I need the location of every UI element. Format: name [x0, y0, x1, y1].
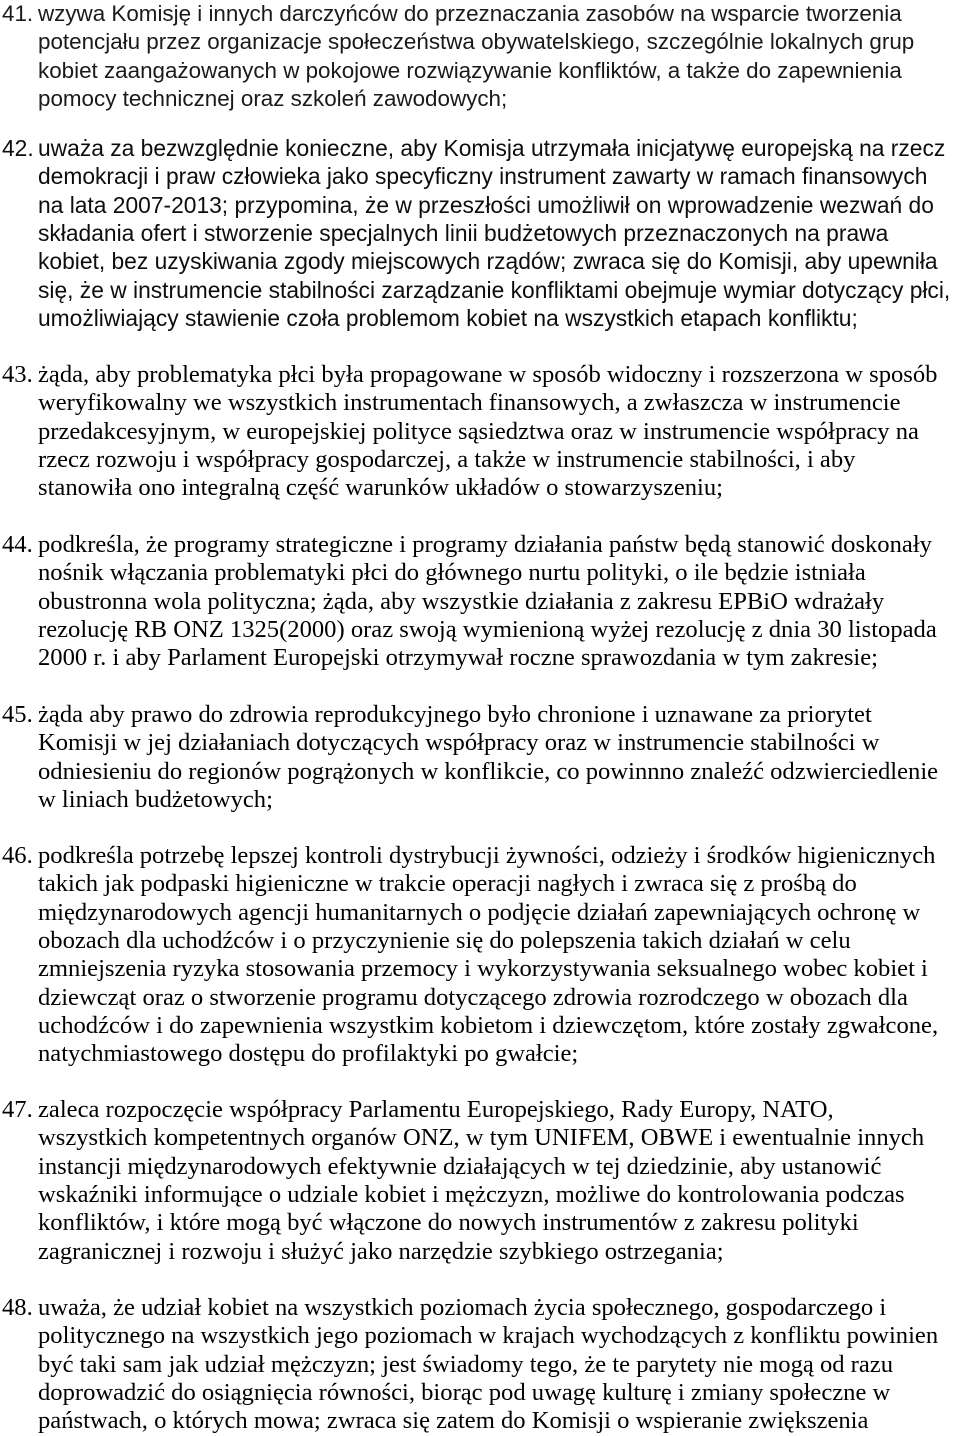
paragraph-text: podkreśla potrzebę lepszej kontroli dystrybucji żywności, odzieży i środków higienicznych	[38, 842, 936, 869]
paragraph-line: demokracji i praw człowieka jako specyficzny instrument zawarty w ramach finansowych	[38, 163, 928, 190]
paragraph-line: instancji międzynarodowych efektywnie działających w tej dziedzinie, aby ustanowić	[38, 1152, 882, 1180]
paragraph-number: 42.	[2, 135, 34, 161]
paragraph-number: 48.	[2, 1294, 33, 1321]
paragraph-line: stanowiła ono integralną część warunków układów o stowarzyszeniu;	[38, 474, 723, 502]
paragraph-text: zaleca rozpoczęcie współpracy Parlamentu Europejskiego, Rady Europy, NATO,	[38, 1096, 834, 1123]
paragraph-line: zmniejszenia ryzyka stosowania przemocy i wykorzystywania seksualnego wobec kobiet i	[38, 955, 928, 983]
paragraph-text: podkreśla, że programy strategiczne i programy działania państw będą stanowić doskonały	[38, 531, 932, 558]
paragraph-42	[2, 134, 958, 332]
paragraph-line: kobiet, bez uzyskiwania zgody miejscowych rządów; zwraca się do Komisji, aby upewniła	[38, 248, 938, 275]
paragraph-line: przedakcesyjnym, w europejskiej polityce sąsiedztwa oraz w instrumencie współpracy na	[38, 417, 919, 445]
paragraph-41	[2, 0, 958, 113]
paragraph-line: składania ofert i stworzenie specjalnych linii budżetowych przeznaczonych na prawa	[38, 220, 889, 247]
paragraph-number: 47.	[2, 1096, 33, 1123]
paragraph-number: 45.	[2, 701, 33, 728]
paragraph-line	[2, 531, 958, 559]
paragraph-line	[2, 134, 958, 162]
paragraph-line: weryfikowalny we wszystkich instrumentach finansowych, a zwłaszcza w instrumencie	[38, 389, 901, 417]
paragraph-48	[2, 1294, 958, 1436]
paragraph-text: uważa, że udział kobiet na wszystkich poziomach życia społecznego, gospodarczego i	[38, 1294, 887, 1321]
paragraph-line: być taki sam jak udział mężczyzn; jest świadomy tego, że te parytety nie mogą od razu	[38, 1350, 894, 1378]
paragraph-line: 2000 r. i aby Parlament Europejski otrzymywał roczne sprawozdania w tym zakresie;	[38, 644, 879, 672]
paragraph-line: umożliwiający stawienie czoła problemom kobiet na wszystkich etapach konfliktu;	[38, 305, 858, 332]
paragraph-number: 41.	[2, 1, 34, 26]
paragraph-line	[2, 842, 958, 870]
paragraph-line: wskaźniki informujące o udziale kobiet i mężczyzn, możliwe do kontrolowania podczas	[38, 1181, 905, 1209]
paragraph-47	[2, 1096, 958, 1266]
paragraph-line: obustronna wola polityczna; żąda, aby wszystkie działania z zakresu EPBiO wdrażały	[38, 587, 885, 615]
paragraph-line: zagranicznej i rozwoju i służyć jako narzędzie szybkiego ostrzegania;	[38, 1237, 724, 1265]
paragraph-text: wzywa Komisję i innych darczyńców do przeznaczania zasobów na wsparcie tworzenia	[38, 1, 902, 26]
paragraph-text: żąda aby prawo do zdrowia reprodukcyjnego było chronione i uznawane za priorytet	[38, 701, 872, 728]
paragraph-45	[2, 701, 958, 814]
paragraph-line: politycznego na wszystkich jego poziomach w krajach wychodzących z konfliktu powinien	[38, 1322, 939, 1350]
paragraph-text: uważa za bezwzględnie konieczne, aby Komisja utrzymała inicjatywę europejską na rzecz	[38, 135, 946, 161]
paragraph-line: nośnik włączania problematyki płci do głównego nurtu polityki, o ile będzie istniała	[38, 559, 866, 587]
paragraph-line: doprowadzić do osiągnięcia równości, biorąc pod uwagę kulturę i zmiany społeczne w	[38, 1379, 891, 1407]
paragraph-line: pomocy technicznej oraz szkoleń zawodowych;	[38, 86, 508, 112]
paragraph-line: międzynarodowych agencji humanitarnych o podjęcie działań zapewniających ochronę w	[38, 898, 921, 926]
paragraph-line: się, że w instrumencie stabilności zarządzanie konfliktami obejmuje wymiar dotyczący płci,	[38, 276, 951, 303]
paragraph-line: wszystkich kompetentnych organów ONZ, w tym UNIFEM, OBWE i ewentualnie innych	[38, 1124, 925, 1152]
paragraph-line: potencjału przez organizacje społeczeństwa obywatelskiego, szczególnie lokalnych grup	[38, 29, 915, 55]
paragraph-line: rzecz rozwoju i współpracy gospodarczej, a także w instrumencie stabilności, i aby	[38, 446, 856, 474]
paragraph-line: rezolucję RB ONZ 1325(2000) oraz swoją wymienioną wyżej rezolucję z dnia 30 listopada	[38, 616, 937, 644]
paragraph-line: uchodźców i do zapewnienia wszystkim kobietom i dziewczętom, które zostały zgwałcone,	[38, 1012, 939, 1040]
paragraph-line: Komisji w jej działaniach dotyczących współpracy oraz w instrumencie stabilności w	[38, 729, 880, 757]
paragraph-line: natychmiastowego dostępu do profilaktyki po gwałcie;	[38, 1040, 579, 1068]
paragraph-43	[2, 361, 958, 503]
paragraph-line: na lata 2007-2013; przypomina, że w przeszłości umożliwił on wprowadzenie wezwań do	[38, 191, 934, 218]
paragraph-44	[2, 531, 958, 673]
paragraph-line: odniesieniu do regionów pogrążonych w konflikcie, co powinnno znaleźć odzwierciedlenie	[38, 757, 939, 785]
paragraph-line	[2, 0, 958, 28]
paragraph-line	[2, 1096, 958, 1124]
paragraph-line: konfliktów, i które mogą być włączone do nowych instrumentów z zakresu polityki	[38, 1209, 859, 1237]
paragraph-number: 43.	[2, 361, 33, 388]
paragraph-number: 44.	[2, 531, 33, 558]
paragraph-text: żąda, aby problematyka płci była propagowane w sposób widoczny i rozszerzona w sposób	[38, 361, 938, 388]
paragraph-line: państwach, o których mowa; zwraca się zatem do Komisji o wspieranie zwiększenia	[38, 1407, 869, 1435]
paragraph-line	[2, 1294, 958, 1322]
paragraph-46	[2, 842, 958, 1069]
paragraph-line: takich jak podpaski higieniczne w trakcie operacji nagłych i zwraca się z prośbą do	[38, 870, 857, 898]
paragraph-line	[2, 701, 958, 729]
paragraph-line: dziewcząt oraz o stworzenie programu dotyczącego zdrowia rozrodczego w obozach dla	[38, 983, 908, 1011]
paragraph-number: 46.	[2, 842, 33, 869]
paragraph-line: w liniach budżetowych;	[38, 786, 273, 814]
paragraph-line	[2, 361, 958, 389]
paragraph-line: kobiet zaangażowanych w pokojowe rozwiązywanie konfliktów, a także do zapewnienia	[38, 57, 902, 83]
paragraph-line: obozach dla uchodźców i o przyczynienie się do polepszenia takich działań w celu	[38, 927, 851, 955]
